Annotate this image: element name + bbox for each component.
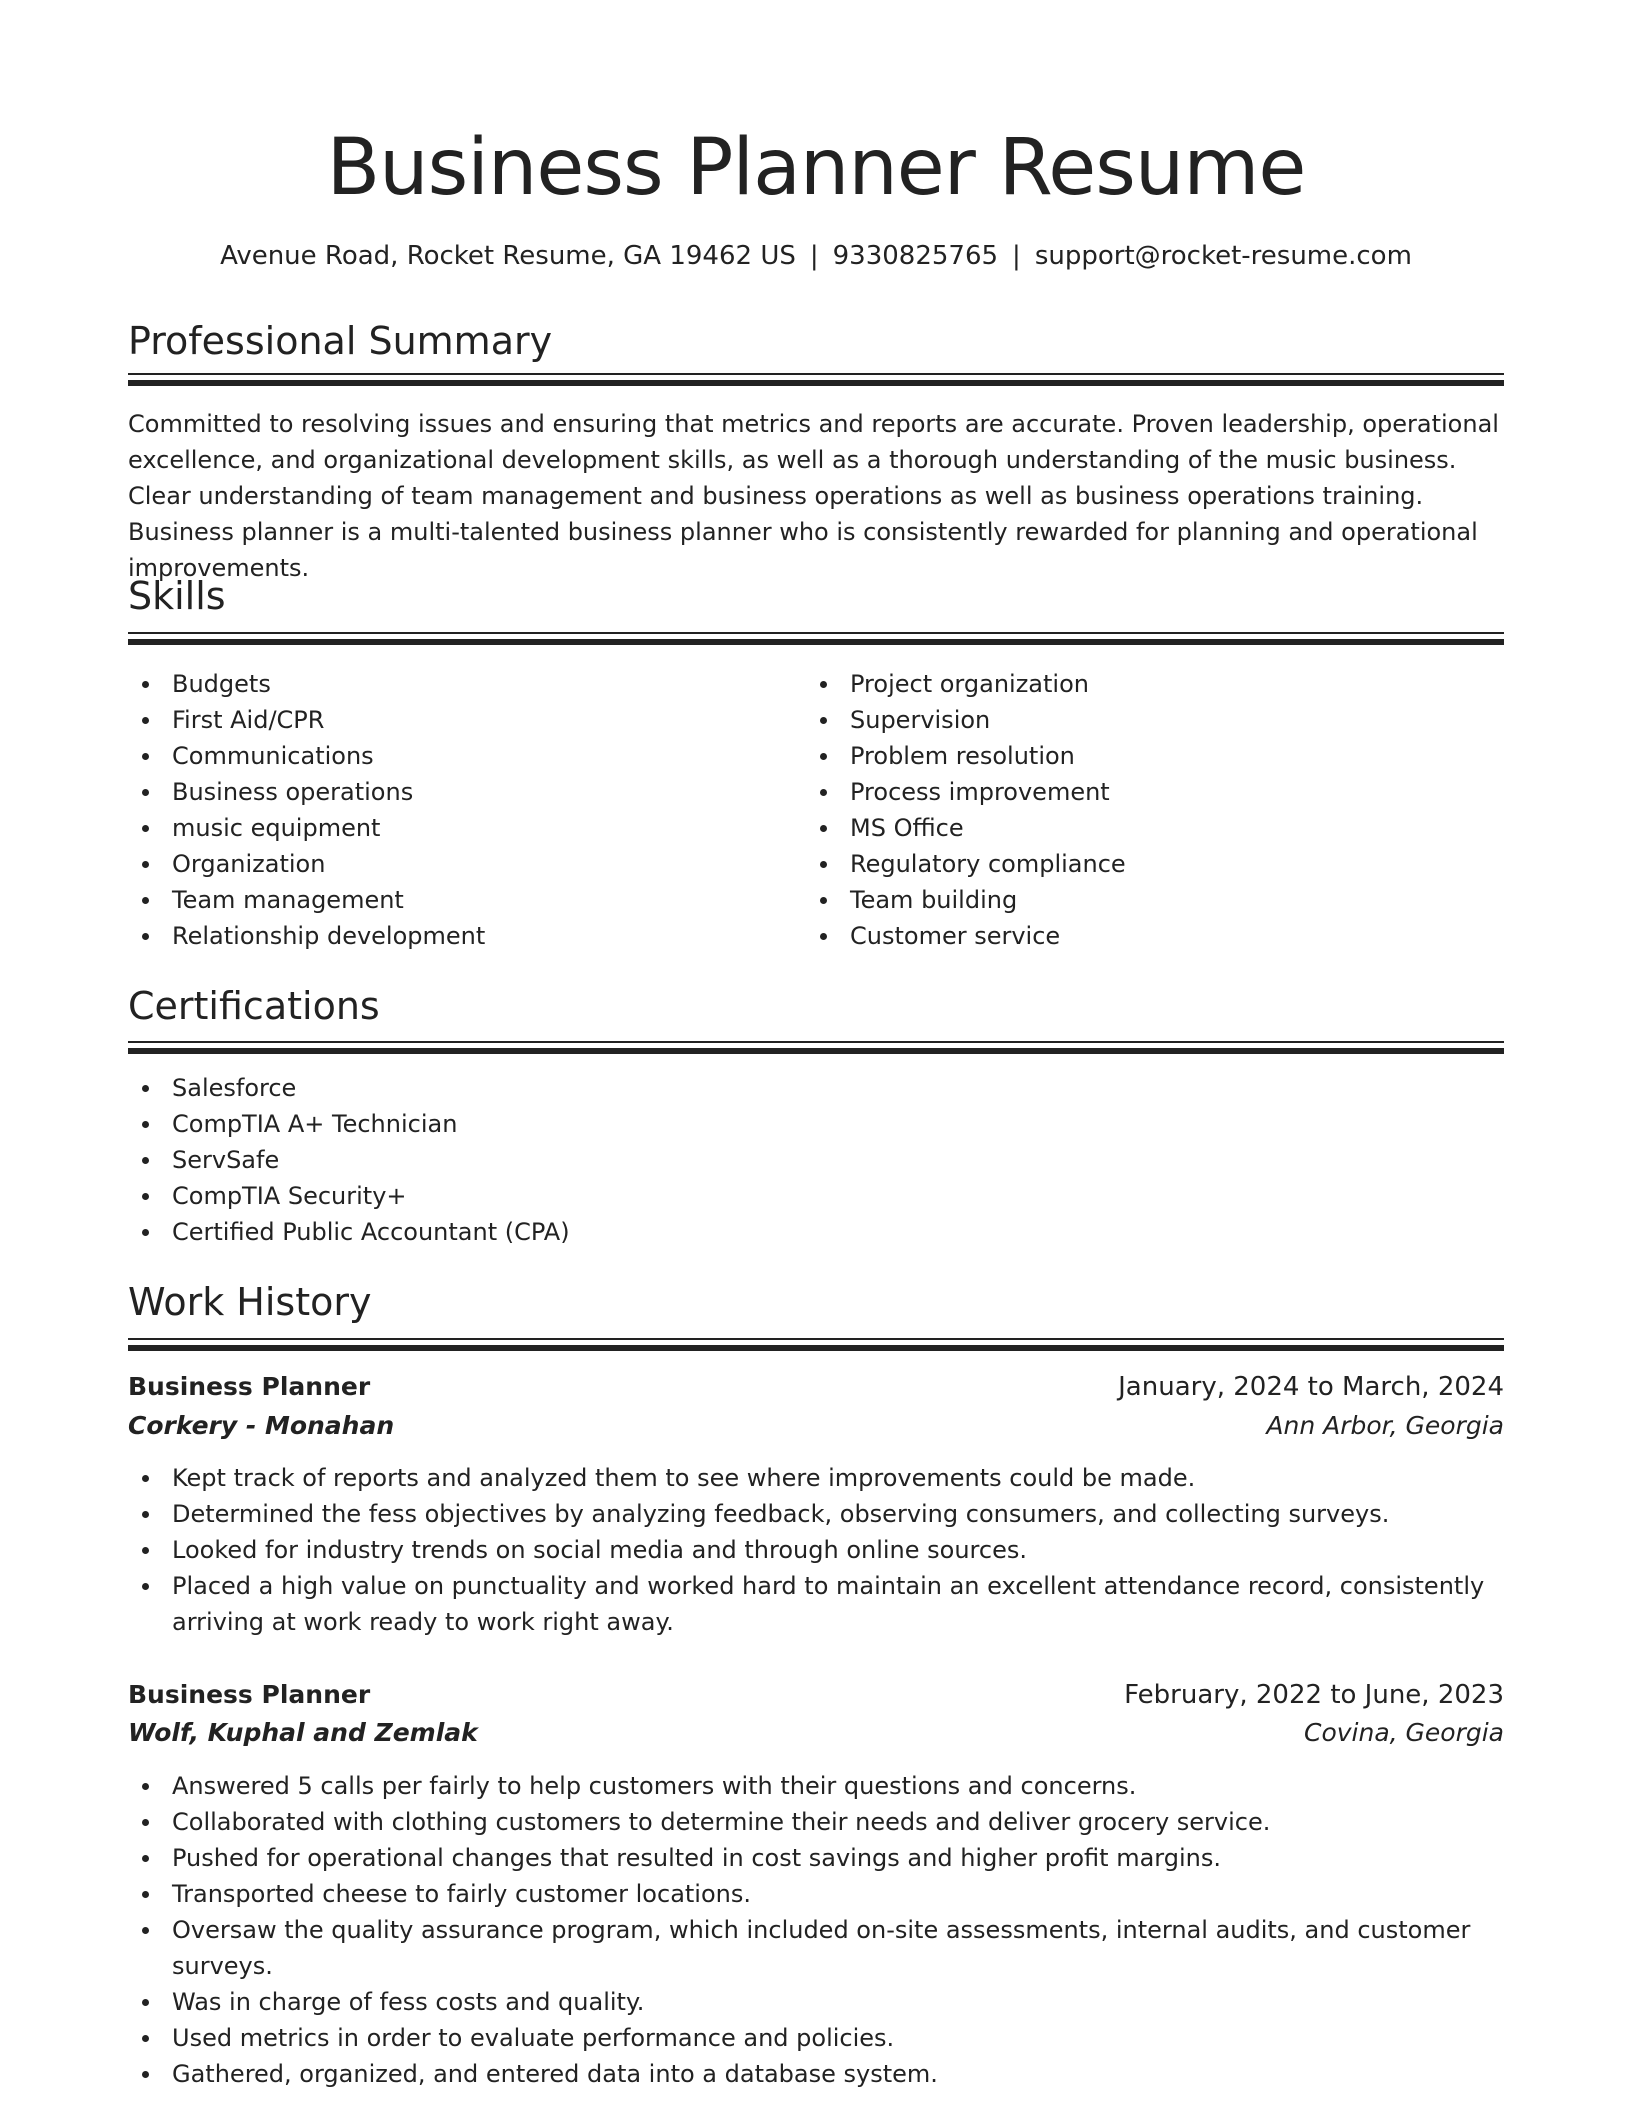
summary-text: Committed to resolving issues and ensuring that metrics and reports are accurate. Proven leadership, operational excellence, and organizational development skills, as well as a thorough understanding of the music business. Clear understanding of team management and business operations as well as business operations training. Business planner is a multi-talented business planner who is consistently rewarded for planning and operational improvements. <box>128 410 1499 582</box>
contact-separator: | <box>809 241 819 271</box>
skills-list-left <box>128 666 788 954</box>
skill-item: Team management <box>128 882 788 918</box>
section-divider <box>128 1338 1504 1351</box>
section-title-skills: Skills <box>128 574 226 618</box>
skill-item: First Aid/CPR <box>128 702 788 738</box>
contact-address: Avenue Road, Rocket Resume, GA 19462 US <box>220 241 796 271</box>
job-bullet: Looked for industry trends on social media and through online sources. <box>128 1532 1504 1568</box>
certification-item: Salesforce <box>128 1070 1504 1106</box>
job-bullet: Placed a high value on punctuality and worked hard to maintain an excellent attendance record, consistently arriving at work ready to work right away. <box>128 1568 1504 1640</box>
certification-item: CompTIA A+ Technician <box>128 1106 1504 1142</box>
job-bullet: Determined the fess objectives by analyzing feedback, observing consumers, and collecting surveys. <box>128 1496 1504 1532</box>
skill-item: MS Office <box>806 810 1466 846</box>
section-title-summary: Professional Summary <box>128 319 553 363</box>
job-bullet: Was in charge of fess costs and quality. <box>128 1984 1504 2020</box>
job-bullet: Gathered, organized, and entered data into a database system. <box>128 2056 1504 2092</box>
skill-item: Communications <box>128 738 788 774</box>
certifications-list <box>128 1070 1504 1250</box>
job-bullet: Answered 5 calls per fairly to help customers with their questions and concerns. <box>128 1768 1504 1804</box>
job-title: Business Planner <box>128 1680 371 1709</box>
skill-item: Supervision <box>806 702 1466 738</box>
contact-line <box>128 238 1504 274</box>
job-bullets <box>128 1460 1504 1640</box>
section-divider <box>128 632 1504 645</box>
section-title-work-history: Work History <box>128 1280 372 1324</box>
skill-item: Problem resolution <box>806 738 1466 774</box>
job-bullet: Used metrics in order to evaluate performance and policies. <box>128 2020 1504 2056</box>
certification-item: ServSafe <box>128 1142 1504 1178</box>
section-divider <box>128 1041 1504 1054</box>
skill-item: music equipment <box>128 810 788 846</box>
section-divider <box>128 373 1504 386</box>
skill-item: Budgets <box>128 666 788 702</box>
job-dates: February, 2022 to June, 2023 <box>1124 1680 1504 1710</box>
certification-item: Certified Public Accountant (CPA) <box>128 1214 1504 1250</box>
skill-item: Regulatory compliance <box>806 846 1466 882</box>
job-bullet: Transported cheese to fairly customer locations. <box>128 1876 1504 1912</box>
contact-phone: 9330825765 <box>832 241 999 271</box>
job-bullet: Collaborated with clothing customers to determine their needs and deliver grocery service. <box>128 1804 1504 1840</box>
skill-item: Process improvement <box>806 774 1466 810</box>
contact-email: support@rocket-resume.com <box>1034 241 1412 271</box>
job-dates: January, 2024 to March, 2024 <box>1118 1372 1504 1402</box>
skill-item: Team building <box>806 882 1466 918</box>
job-location: Covina, Georgia <box>1303 1718 1504 1747</box>
job-bullets <box>128 1768 1504 2092</box>
contact-separator: | <box>1012 241 1021 271</box>
job-company: Wolf, Kuphal and Zemlak <box>128 1718 478 1747</box>
skills-list-right <box>806 666 1466 954</box>
section-title-certifications: Certifications <box>128 984 380 1028</box>
skill-item: Organization <box>128 846 788 882</box>
skill-item: Business operations <box>128 774 788 810</box>
resume-title: Business Planner Resume <box>326 123 1306 213</box>
job-title: Business Planner <box>128 1372 371 1401</box>
job-bullet: Oversaw the quality assurance program, which included on-site assessments, internal audits, and customer surveys. <box>128 1912 1504 1984</box>
job-bullet: Kept track of reports and analyzed them to see where improvements could be made. <box>128 1460 1504 1496</box>
certification-item: CompTIA Security+ <box>128 1178 1504 1214</box>
job-bullet: Pushed for operational changes that resulted in cost savings and higher profit margins. <box>128 1840 1504 1876</box>
job-location: Ann Arbor, Georgia <box>1266 1411 1504 1440</box>
skill-item: Customer service <box>806 918 1466 954</box>
job-company: Corkery - Monahan <box>128 1411 395 1440</box>
skill-item: Project organization <box>806 666 1466 702</box>
skill-item: Relationship development <box>128 918 788 954</box>
